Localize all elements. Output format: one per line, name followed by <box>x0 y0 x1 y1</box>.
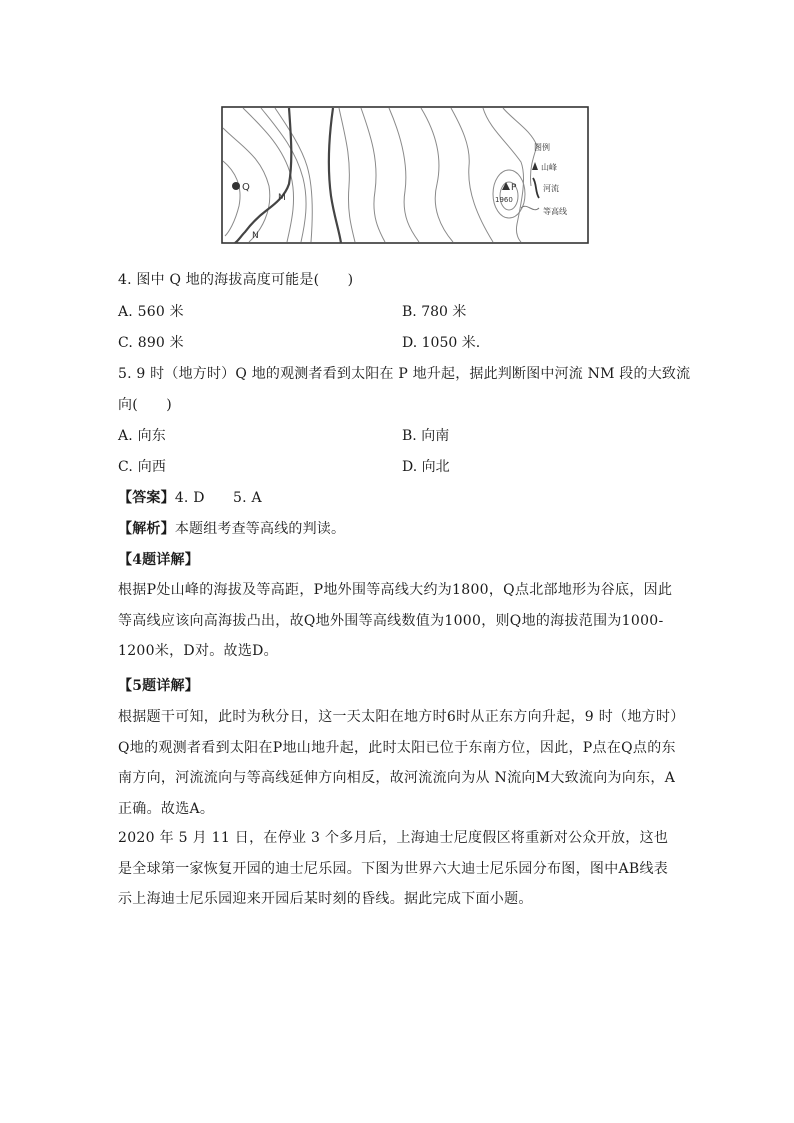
label-p-height: 1960 <box>495 196 513 204</box>
contour-map-figure <box>221 106 589 244</box>
contour-map-svg <box>221 106 589 244</box>
analysis-line <box>118 519 345 539</box>
label-m: M <box>278 193 286 203</box>
label-n: N <box>252 231 259 241</box>
q5-option-b: B. 向南 <box>402 428 450 444</box>
q4-option-b: B. 780 米 <box>402 304 467 320</box>
detail-4-text: 根据P处山峰的海拔及等高距，P地外围等高线大约为1800，Q点北部地形为谷底，因此等高线应该向高海拔凸出，故Q地外围等高线数值为1000，则Q地的海拔范围为1000-1200米，D对。故选D。 <box>118 582 673 659</box>
question-5-stem-line2: 向( ) <box>118 397 172 413</box>
legend-river-label: 河流 <box>543 184 559 193</box>
legend-title: 图例 <box>534 143 550 152</box>
legend-peak-label: 山峰 <box>541 163 557 172</box>
answer-line <box>118 488 262 508</box>
detail-5-heading: 【5题详解】 <box>118 678 199 694</box>
label-q: Q <box>242 182 250 193</box>
q5-option-d: D. 向北 <box>402 459 450 475</box>
legend-contour-label: 等高线 <box>543 207 567 216</box>
passage-text: 2020 年 5 月 11 日，在停业 3 个多月后，上海迪士尼度假区将重新对公众开放，这也是全球第一家恢复开园的迪士尼乐园。下图为世界六大迪士尼乐园分布图，图中AB线表示上海迪士尼乐园迎来开园后某时刻的昏线。据此完成下面小题。 <box>118 830 669 907</box>
analysis-label: 【解析】 <box>118 521 175 537</box>
answer-text: 4. D 5. A <box>174 490 262 506</box>
question-4-stem: 4. 图中 Q 地的海拔高度可能是( ) <box>118 272 354 288</box>
answer-label: 【答案】 <box>118 490 175 506</box>
label-p: P <box>511 183 517 193</box>
q5-option-c: C. 向西 <box>118 459 167 475</box>
q4-option-d: D. 1050 米. <box>402 335 481 351</box>
question-5-stem-line1: 5. 9 时（地方时）Q 地的观测者看到太阳在 P 地升起，据此判断图中河流 NM 段的大致流 <box>118 366 691 382</box>
detail-5-text: 根据题干可知，此时为秋分日，这一天太阳在地方时6时从正东方向升起，9 时（地方时）Q地的观测者看到太阳在P地山地升起，此时太阳已位于东南方位，因此，P点在Q点的东南方向，河流流向与等高线延伸方向相反，故河流流向为从 N流向M大致流向为向东，A正确。故选A。 <box>118 709 678 817</box>
point-q-marker <box>232 182 240 190</box>
q5-option-a: A. 向东 <box>118 428 167 444</box>
q4-option-a: A. 560 米 <box>118 304 184 320</box>
detail-4-heading: 【4题详解】 <box>118 552 199 568</box>
analysis-text: 本题组考查等高线的判读。 <box>174 521 346 537</box>
q4-option-c: C. 890 米 <box>118 335 184 351</box>
